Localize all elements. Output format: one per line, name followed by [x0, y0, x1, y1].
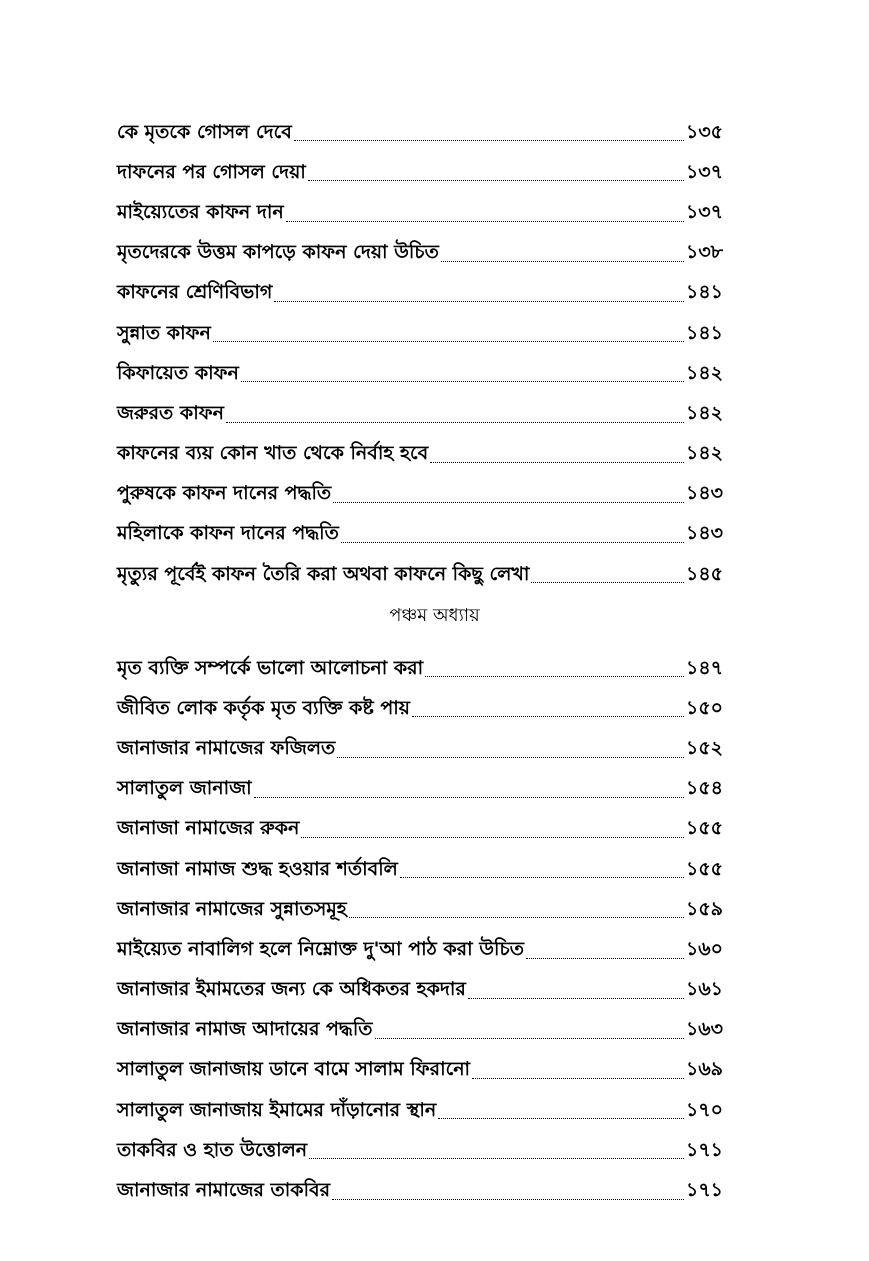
toc-entry-title: জীবিত লোক কর্তৃক মৃত ব্যক্তি কষ্ট পায়	[117, 696, 410, 719]
toc-entry-title: জানাজার ইমামতের জন্য কে অধিকতর হকদার	[117, 978, 466, 1001]
toc-entry-title: কাফনের ব্যয় কোন খাত থেকে নির্বাহ হবে	[117, 442, 429, 465]
toc-section-one	[117, 112, 723, 594]
toc-entry	[117, 393, 723, 433]
toc-entry-page: ১৩৮	[685, 241, 723, 264]
toc-entry	[117, 152, 723, 192]
toc-entry	[117, 688, 723, 728]
toc-entry-page: ১৫০	[685, 696, 723, 719]
toc-entry-page: ১৭১	[685, 1138, 723, 1161]
toc-entry-page: ১৫৪	[686, 777, 723, 800]
dot-leader	[341, 542, 684, 543]
toc-entry	[117, 1130, 723, 1170]
toc-entry-title: পুরুষকে কাফন দানের পদ্ধতি	[117, 482, 332, 505]
toc-entry-title: মৃত্যুর পূর্বেই কাফন তৈরি করা অথবা কাফনে কিছু লেখা	[117, 562, 530, 585]
toc-entry-page: ১৩৭	[685, 200, 723, 223]
toc-entry-title: তাকবির ও হাত উত্তোলন	[117, 1138, 308, 1161]
toc-entry	[117, 112, 723, 152]
toc-entry-page: ১৪১	[686, 281, 723, 304]
toc-entry-page: ১৪৩	[685, 522, 723, 545]
toc-entry-page: ১৫৫	[686, 857, 723, 880]
dot-leader	[333, 502, 684, 503]
toc-entry-page: ১৪৩	[685, 482, 723, 505]
toc-entry	[117, 192, 723, 232]
toc-entry-page: ১৫৯	[686, 897, 723, 920]
toc-entry	[117, 769, 723, 809]
toc-entry	[117, 514, 723, 554]
toc-entry-title: জানাজার নামাজের ফজিলত	[117, 736, 336, 759]
dot-leader	[531, 582, 684, 583]
toc-entry-page: ১৩৫	[685, 120, 723, 143]
toc-entry	[117, 970, 723, 1010]
toc-entry-page: ১৬৯	[685, 1058, 723, 1081]
dot-leader	[254, 797, 684, 798]
dot-leader	[241, 381, 684, 382]
dot-leader	[294, 140, 684, 141]
toc-entry-title: সালাতুল জানাজা	[117, 777, 252, 800]
toc-entry	[117, 434, 723, 474]
toc-entry	[117, 929, 723, 969]
toc-entry-title: কাফনের শ্রেণিবিভাগ	[117, 281, 273, 304]
toc-entry	[117, 1050, 723, 1090]
toc-entry-title: মহিলাকে কাফন দানের পদ্ধতি	[117, 522, 339, 545]
toc-entry	[117, 233, 723, 273]
dot-leader	[438, 1118, 684, 1119]
toc-entry	[117, 474, 723, 514]
toc-entry	[117, 1170, 723, 1210]
dot-leader	[400, 877, 684, 878]
toc-entry	[117, 353, 723, 393]
dot-leader	[337, 757, 684, 758]
toc-entry-page: ১৪৫	[686, 562, 723, 585]
dot-leader	[301, 837, 684, 838]
toc-entry-page: ১৬৩	[685, 1018, 723, 1041]
toc-entry	[117, 728, 723, 768]
toc-entry-page: ১৭১	[685, 1179, 723, 1202]
dot-leader	[430, 462, 684, 463]
toc-entry-title: জানাজার নামাজ আদায়ের পদ্ধতি	[117, 1018, 373, 1041]
dot-leader	[286, 221, 684, 222]
toc-entry-page: ১৪১	[686, 321, 723, 344]
toc-entry-title: মৃত ব্যক্তি সম্পর্কে ভালো আলোচনা করা	[117, 656, 424, 679]
toc-entry-page: ১৫৫	[686, 817, 723, 840]
dot-leader	[468, 998, 684, 999]
toc-section-two	[117, 648, 723, 1211]
toc-entry-page: ১৩৭	[685, 160, 723, 183]
toc-entry	[117, 849, 723, 889]
dot-leader	[309, 1158, 684, 1159]
toc-entry-title: দাফনের পর গোসল দেয়া	[117, 160, 306, 183]
toc-entry-title: জরুরত কাফন	[117, 401, 224, 424]
dot-leader	[349, 917, 684, 918]
toc-entry-title: মাইয়্যেত নাবালিগ হলে নিম্নোক্ত দু'আ পাঠ করা উচিত	[117, 937, 524, 960]
toc-entry-page: ১৬১	[685, 978, 723, 1001]
dot-leader	[274, 301, 684, 302]
toc-entry	[117, 648, 723, 688]
dot-leader	[226, 422, 684, 423]
toc-entry-page: ১৫২	[685, 736, 723, 759]
dot-leader	[412, 716, 684, 717]
toc-entry-page: ১৭০	[685, 1098, 723, 1121]
dot-leader	[213, 341, 684, 342]
dot-leader	[332, 1199, 684, 1200]
toc-entry-title: সুন্নাত কাফন	[117, 321, 211, 344]
toc-entry-page: ১৪৭	[685, 656, 723, 679]
dot-leader	[425, 676, 684, 677]
toc-entry	[117, 554, 723, 594]
dot-leader	[375, 1038, 684, 1039]
dot-leader	[308, 180, 684, 181]
toc-entry	[117, 809, 723, 849]
toc-entry	[117, 273, 723, 313]
toc-entry	[117, 1010, 723, 1050]
toc-entry-title: সালাতুল জানাজায় ডানে বামে সালাম ফিরানো	[117, 1058, 471, 1081]
toc-entry-title: জানাজার নামাজের সুন্নাতসমূহ	[117, 897, 347, 920]
toc-entry-title: জানাজার নামাজের তাকবির	[117, 1179, 331, 1202]
toc-entry-title: মৃতদেরকে উত্তম কাপড়ে কাফন দেয়া উচিত	[117, 241, 439, 264]
toc-entry-page: ১৬০	[685, 937, 723, 960]
toc-entry	[117, 313, 723, 353]
dot-leader	[441, 261, 684, 262]
toc-entry-page: ১৪২	[685, 361, 723, 384]
toc-entry-page: ১৪২	[685, 442, 723, 465]
toc-entry-title: কিফায়েত কাফন	[117, 361, 239, 384]
toc-entry-title: মাইয়্যেতের কাফন দান	[117, 200, 284, 223]
toc-entry-page: ১৪২	[685, 401, 723, 424]
toc-entry-title: সালাতুল জানাজায় ইমামের দাঁড়ানোর স্থান	[117, 1098, 437, 1121]
toc-entry	[117, 1090, 723, 1130]
toc-entry-title: জানাজা নামাজ শুদ্ধ হওয়ার শর্তাবলি	[117, 857, 398, 880]
toc-entry-title: কে মৃতকে গোসল দেবে	[117, 120, 292, 143]
chapter-heading: পঞ্চম অধ্যায়	[389, 605, 480, 626]
toc-entry-title: জানাজা নামাজের রুকন	[117, 817, 300, 840]
dot-leader	[526, 958, 684, 959]
toc-entry	[117, 889, 723, 929]
dot-leader	[472, 1078, 684, 1079]
